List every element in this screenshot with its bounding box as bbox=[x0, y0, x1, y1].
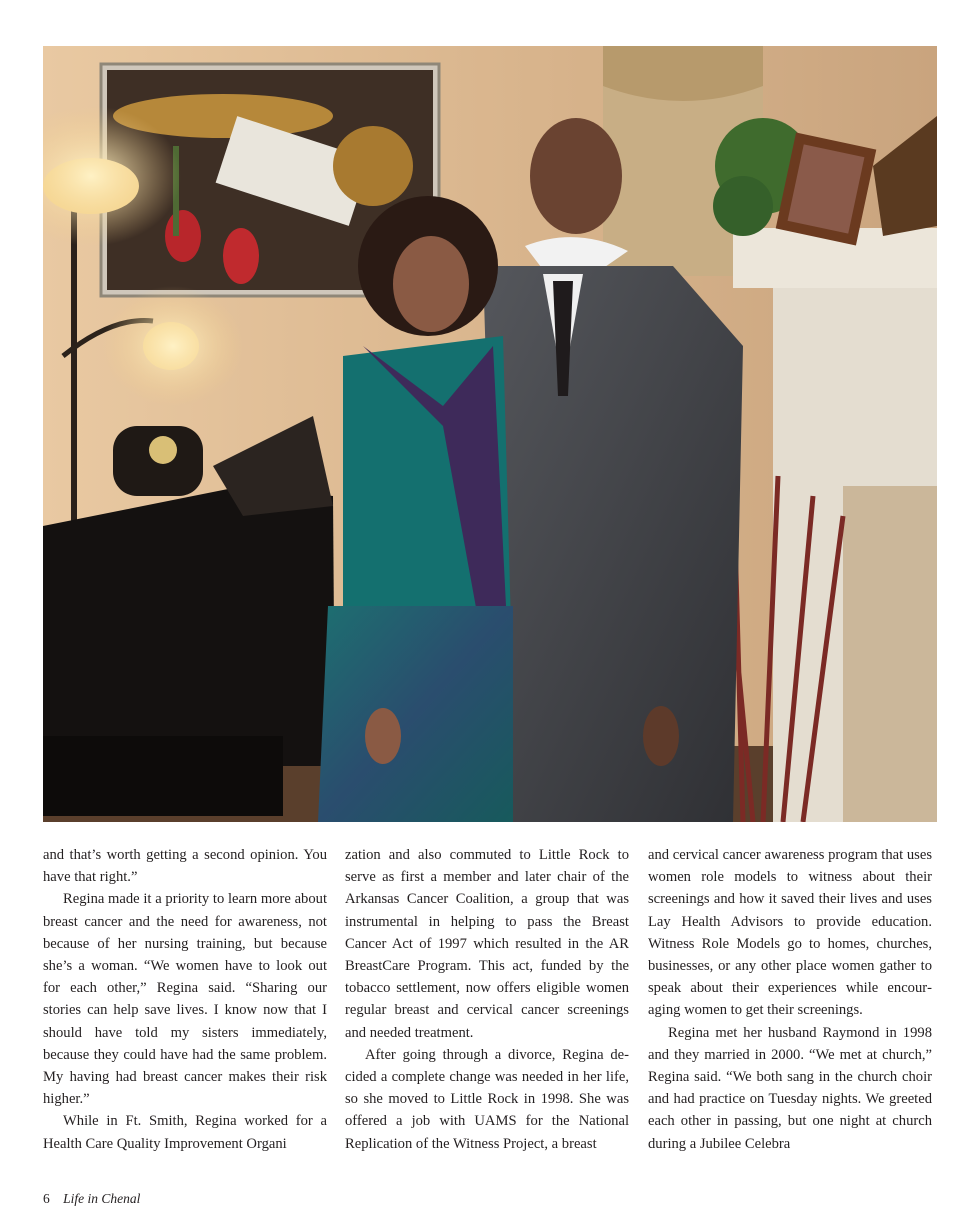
couple-photo bbox=[43, 46, 937, 822]
paragraph: After going through a divorce, Regina decided a complete change was needed in her life, so she moved to Little Rock in 1998. She was offered a job with UAMS for the National Replication of the Witness Project, a breast bbox=[345, 1046, 629, 1152]
paragraph: Regina made it a priority to learn more about breast cancer and the need for awareness, not because of her nursing training, but because she’s a woman. “We women have to look out for each other,” Regina said. “Sharing our stories can help save lives. I know now that I should have told my sisters immediately, because they could have had the same problem. My having had breast cancer makes their risk higher.” bbox=[43, 891, 327, 1108]
article-body bbox=[43, 844, 937, 1164]
page-footer bbox=[43, 1191, 140, 1207]
paragraph: Regina met her husband Raymond in 1998 and they married in 2000. “We met at church,” Regina said. “We both sang in the church choir and had practice on Tuesday nights. We greeted each other in passing, but one night at church during a Jubilee Celebra bbox=[648, 1024, 932, 1152]
article-column-2 bbox=[345, 844, 629, 1155]
article-column-1 bbox=[43, 844, 327, 1155]
page-number: 6 bbox=[43, 1191, 50, 1206]
paragraph: zation and also commuted to Little Rock to serve as first a member and later chair of the Arkansas Cancer Coalition, a group that was instrumental in helping to pass the Breast Cancer Act of 1997 which resulted in the AR BreastCare Program. This act, funded by the tobacco settlement, now offers eligible women regular breast and cervical cancer screenings and needed treatment. bbox=[345, 847, 629, 1041]
paragraph: and cervical cancer awareness program that uses women role models to witness about their screenings and how it saved their lives and uses Lay Health Advisors to provide education. Witness Role Models go to homes, churches, businesses, or any other place women gather to speak about their experiences while encouraging women to get their screenings. bbox=[648, 847, 932, 1019]
article-column-3 bbox=[648, 844, 932, 1155]
magazine-name: Life in Chenal bbox=[63, 1191, 141, 1206]
paragraph: and that’s worth getting a second opinion. You have that right.” bbox=[43, 847, 327, 886]
paragraph: While in Ft. Smith, Regina worked for a Health Care Quality Improvement Organi bbox=[43, 1113, 327, 1152]
